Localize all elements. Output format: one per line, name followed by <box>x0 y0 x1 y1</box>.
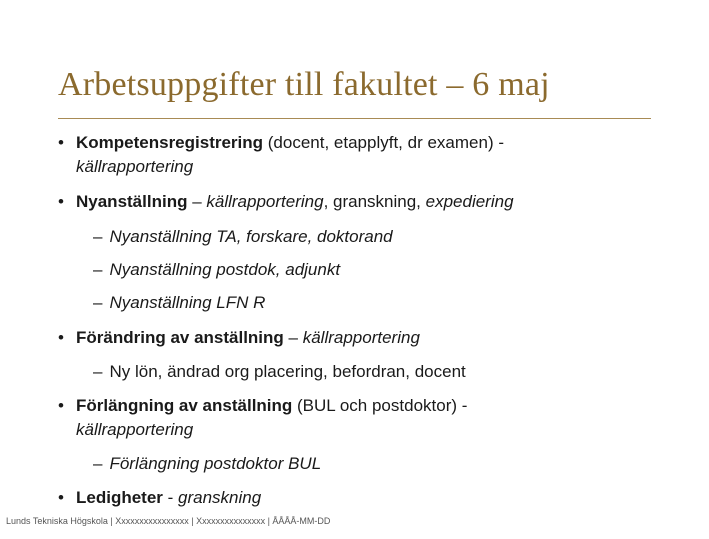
bullet-ledigheter <box>58 486 618 510</box>
sub-text: Ny lön, ändrad org placering, befordran, docent <box>109 362 466 381</box>
sub-dash: – <box>93 362 103 381</box>
bullet-italic: källrapportering <box>302 328 420 347</box>
sub-dash: – <box>93 260 103 279</box>
bullet-dot: • <box>58 488 64 507</box>
slide-title: Arbetsuppgifter till fakultet – 6 maj <box>58 66 550 103</box>
sub-dash: – <box>93 227 103 246</box>
sub-text: Nyanställning TA, forskare, doktorand <box>109 227 393 246</box>
sub-text: Nyanställning LFN R <box>109 293 266 312</box>
bullet-normal: (docent, etapplyft, dr examen) - <box>263 133 504 152</box>
bullet-italic-2: expediering <box>425 192 514 211</box>
slide-footer: Lunds Tekniska Högskola | Xxxxxxxxxxxxxxxx | Xxxxxxxxxxxxxxx | ÅÅÅÅ-MM-DD <box>6 516 331 526</box>
sub-text: Förlängning postdoktor BUL <box>109 454 322 473</box>
sub-dash: – <box>93 293 103 312</box>
bullet-sep: – <box>283 328 303 347</box>
bullet-sep: - <box>162 488 179 507</box>
bullet-forandring <box>58 326 618 350</box>
bullet-kompetensregistrering <box>58 131 618 179</box>
subbullet <box>93 360 466 384</box>
bullet-nyanstallning <box>58 190 618 214</box>
subbullet <box>93 225 393 249</box>
bullet-bold: Nyanställning <box>76 192 188 211</box>
bullet-dot: • <box>58 396 64 415</box>
bullet-bold: Ledigheter <box>76 488 163 507</box>
bullet-bold: Förändring av anställning <box>76 328 284 347</box>
bullet-dot: • <box>58 328 64 347</box>
bullet-forlangning <box>58 394 618 442</box>
sub-dash: – <box>93 454 103 473</box>
bullet-italic: källrapportering <box>206 192 324 211</box>
subbullet <box>93 452 321 476</box>
bullet-italic: källrapportering <box>76 157 194 176</box>
bullet-dot: • <box>58 192 64 211</box>
subbullet <box>93 291 265 315</box>
bullet-normal: , granskning, <box>323 192 426 211</box>
bullet-dot: • <box>58 133 64 152</box>
bullet-sep: – <box>187 192 207 211</box>
bullet-italic: källrapportering <box>76 420 194 439</box>
bullet-normal: (BUL och postdoktor) - <box>292 396 468 415</box>
bullet-bold: Förlängning av anställning <box>76 396 293 415</box>
bullet-bold: Kompetensregistrering <box>76 133 264 152</box>
subbullet <box>93 258 340 282</box>
sub-text: Nyanställning postdok, adjunkt <box>109 260 341 279</box>
bullet-italic: granskning <box>178 488 262 507</box>
